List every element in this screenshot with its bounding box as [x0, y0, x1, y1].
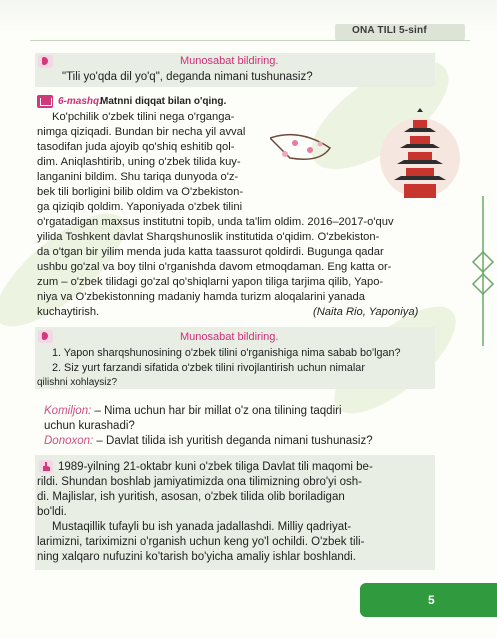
question-1: 1. Yapon sharqshunosining o'zbek tilini o'rganishiga nima sabab bo'lgan?: [52, 347, 401, 359]
speaker-name: Donoxon:: [44, 435, 94, 447]
info-line: larimizni, tariximizni o'rganish uchun keng yo'l ochildi. O'zbek tili-: [37, 536, 365, 548]
speaker-name: Komiljon:: [44, 405, 92, 417]
pointing-hand-icon: [39, 460, 53, 473]
exercise-line: dim. Aniqlashtirib, uning o'zbek tilida kuy-: [37, 156, 241, 168]
dialogue-text: – Nima uchun har bir millat o'z ona tilining taqdiri: [91, 405, 342, 417]
exercise-line: zum – o'zbek tilidagi go'zal qo'shiqlarni yapon tiliga tarjima qilib, Yapo-: [37, 276, 384, 288]
info-line: ning xalqaro nufuzini ko'tarish bo'yicha amaliy ishlar boshlandi.: [37, 551, 356, 563]
question-2: 2. Siz yurt farzandi sifatida o'zbek tilini rivojlantirish uchun nimalar: [52, 362, 365, 374]
page-number: 5: [428, 593, 435, 607]
section-title: Munosabat bildiring.: [180, 331, 279, 343]
japan-pagoda-illustration: [270, 108, 470, 208]
book-title: ONA TILI 5-sinf: [352, 25, 427, 36]
header-divider: [30, 40, 470, 41]
exercise-number: 6-mashq.: [58, 96, 102, 107]
dialogue-line-2: [44, 434, 373, 449]
exercise-line: yilida Toshkent davlat Sharqshunoslik institutida o'qidim. O'zbekiston-: [37, 231, 380, 243]
exercise-line: bek tili borligini bilib oldim va O'zbekiston-: [37, 186, 244, 198]
dialogue-line-1-cont: uchun kurashadi?: [44, 420, 135, 432]
exercise-line: o'rgatadigan maxsus institutni topib, unda ta'lim oldim. 2016–2017-o'quv: [37, 216, 394, 228]
exercise-line: langanini bildim. Shu tariqa dunyoda o'z-: [37, 171, 239, 183]
info-line: rildi. Shundan boshlab jamiyatimizda ona tilimizning obro'yi osh-: [37, 476, 362, 488]
exercise-line: kuchaytirish.: [37, 306, 100, 318]
exercise-line: ushbu go'zal va boy tilni o'rganishda davom etmoqdaman. Eng katta or-: [37, 261, 392, 273]
section-title: Munosabat bildiring.: [180, 55, 279, 67]
exercise-line: ga qiziqib qoldim. Yaponiyada o'zbek tilini: [37, 201, 243, 213]
info-line: di. Majlislar, ish yuritish, asosan, o'zbek tilida olib boriladigan: [37, 491, 345, 503]
exercise-line: tasodifan juda ajoyib qo'shiq eshitib qol-: [37, 141, 235, 153]
exercise-line: Ko'pchilik o'zbek tilini nega o'rganga-: [52, 111, 235, 123]
info-line: Mustaqillik tufayli bu ish yanada jadallashdi. Milliy qadriyat-: [52, 521, 352, 533]
info-line: bo'ldi.: [37, 506, 67, 518]
text-author: (Naita Rio, Yaponiya): [313, 306, 419, 318]
exercise-instruction: Matnni diqqat bilan o'qing.: [100, 96, 227, 107]
question-2-cont: qilishni xohlaysiz?: [37, 377, 118, 388]
speech-icon: [38, 55, 53, 68]
exercise-line: nimga qiziqadi. Bundan bir necha yil avval: [37, 126, 246, 138]
side-ornament: [471, 250, 495, 296]
exercise-line: niya va O'zbekistonning madaniy hamda turizm aloqalarini yanada: [37, 291, 365, 303]
dialogue-text: – Davlat tilida ish yuritish deganda nimani tushunasiz?: [93, 435, 373, 447]
dialogue-line-1: [44, 404, 342, 419]
question-text: "Tili yo'qda dil yo'q", deganda nimani tushunasiz?: [62, 71, 313, 83]
info-line: 1989-yilning 21-oktabr kuni o'zbek tiliga Davlat tili maqomi be-: [58, 461, 373, 473]
speech-icon: [38, 330, 53, 343]
exercise-icon: [37, 95, 53, 108]
exercise-line: da o'tgan bir yilim menda juda katta taassurot qoldirdi. Bugunga qadar: [37, 246, 384, 258]
